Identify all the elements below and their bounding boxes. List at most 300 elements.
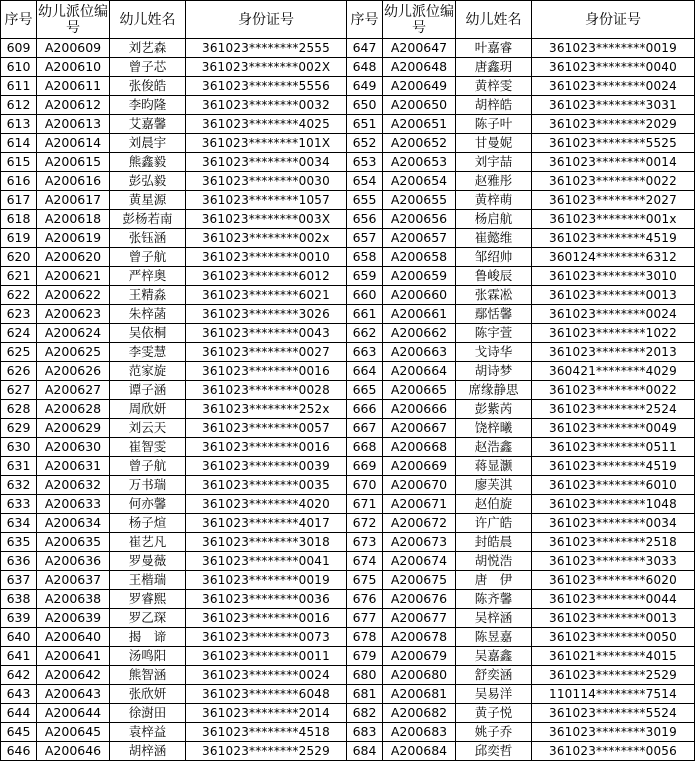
placement-no-cell: A200661 [383,305,456,324]
child-name-cell: 彭紫芮 [456,400,532,419]
id-number-cell: 361023********0022 [532,172,695,191]
placement-no-cell: A200681 [383,685,456,704]
placement-no-cell: A200666 [383,400,456,419]
id-number-cell: 361023********0024 [532,77,695,96]
child-name-cell: 谭子涵 [110,381,186,400]
table-row [1,286,695,305]
table-row [1,609,695,628]
seq-cell: 647 [347,39,383,58]
child-name-cell: 张俊皓 [110,77,186,96]
placement-no-cell: A200633 [37,495,110,514]
placement-no-cell: A200620 [37,248,110,267]
placement-no-cell: A200683 [383,723,456,742]
id-number-cell: 361023********0013 [532,286,695,305]
id-number-cell: 361023********0035 [186,476,347,495]
seq-cell: 640 [1,628,37,647]
child-name-cell: 唐鑫玥 [456,58,532,77]
id-number-cell: 361023********0022 [532,381,695,400]
placement-no-cell: A200638 [37,590,110,609]
id-number-cell: 361023********2029 [532,115,695,134]
id-number-cell: 361023********3010 [532,267,695,286]
placement-no-cell: A200628 [37,400,110,419]
id-number-cell: 361023********6021 [186,286,347,305]
table-row [1,552,695,571]
id-number-cell: 361023********0036 [186,590,347,609]
seq-cell: 673 [347,533,383,552]
child-name-cell: 赵伯旋 [456,495,532,514]
child-name-cell: 熊智涵 [110,666,186,685]
placement-no-cell: A200649 [383,77,456,96]
placement-no-cell: A200631 [37,457,110,476]
id-number-cell: 361023********001x [532,210,695,229]
id-number-cell: 361023********0049 [532,419,695,438]
child-name-cell: 胡梓皓 [456,96,532,115]
child-name-cell: 鄢恬馨 [456,305,532,324]
placement-no-cell: A200659 [383,267,456,286]
id-number-cell: 361023********0016 [186,362,347,381]
placement-no-cell: A200664 [383,362,456,381]
child-name-cell: 刘云天 [110,419,186,438]
child-name-cell: 汤鸣阳 [110,647,186,666]
placement-no-cell: A200637 [37,571,110,590]
child-name-cell: 曾子芯 [110,58,186,77]
header-placement-no: 幼儿派位编号 [383,1,456,39]
id-number-cell: 361023********0057 [186,419,347,438]
placement-no-cell: A200654 [383,172,456,191]
child-name-cell: 封皓晨 [456,533,532,552]
seq-cell: 670 [347,476,383,495]
seq-cell: 684 [347,742,383,761]
id-number-cell: 361023********0027 [186,343,347,362]
id-number-cell: 361023********5525 [532,134,695,153]
id-number-cell: 361023********6020 [532,571,695,590]
header-id-number: 身份证号 [532,1,695,39]
seq-cell: 634 [1,514,37,533]
child-name-cell: 陈宇萱 [456,324,532,343]
seq-cell: 609 [1,39,37,58]
seq-cell: 679 [347,647,383,666]
child-name-cell: 邱奕哲 [456,742,532,761]
child-name-cell: 严梓奥 [110,267,186,286]
child-name-cell: 赵浩鑫 [456,438,532,457]
child-name-cell: 王楷瑞 [110,571,186,590]
id-number-cell: 361023********2518 [532,533,695,552]
id-number-cell: 361023********4020 [186,495,347,514]
placement-no-cell: A200636 [37,552,110,571]
seq-cell: 641 [1,647,37,666]
child-name-cell: 徐澍田 [110,704,186,723]
seq-cell: 632 [1,476,37,495]
table-row [1,685,695,704]
placement-no-cell: A200629 [37,419,110,438]
seq-cell: 616 [1,172,37,191]
child-name-cell: 曾子航 [110,248,186,267]
placement-no-cell: A200647 [383,39,456,58]
id-number-cell: 361023********3033 [532,552,695,571]
table-row [1,400,695,419]
seq-cell: 617 [1,191,37,210]
seq-cell: 636 [1,552,37,571]
id-number-cell: 361023********2524 [532,400,695,419]
placement-no-cell: A200622 [37,286,110,305]
header-child-name: 幼儿姓名 [110,1,186,39]
seq-cell: 648 [347,58,383,77]
child-name-cell: 万书瑞 [110,476,186,495]
table-row [1,647,695,666]
seq-cell: 678 [347,628,383,647]
table-row [1,571,695,590]
placement-no-cell: A200609 [37,39,110,58]
seq-cell: 622 [1,286,37,305]
placement-no-cell: A200668 [383,438,456,457]
seq-cell: 619 [1,229,37,248]
id-number-cell: 361023********252x [186,400,347,419]
table-row [1,210,695,229]
placement-no-cell: A200653 [383,153,456,172]
id-number-cell: 361023********0016 [186,609,347,628]
seq-cell: 663 [347,343,383,362]
id-number-cell: 361023********2014 [186,704,347,723]
id-number-cell: 361023********1022 [532,324,695,343]
table-row [1,590,695,609]
child-name-cell: 甘曼妮 [456,134,532,153]
id-number-cell: 361023********5556 [186,77,347,96]
placement-no-cell: A200651 [383,115,456,134]
id-number-cell: 361023********0041 [186,552,347,571]
table-row [1,704,695,723]
child-name-cell: 李昀隆 [110,96,186,115]
placement-no-cell: A200625 [37,343,110,362]
placement-no-cell: A200658 [383,248,456,267]
seq-cell: 645 [1,723,37,742]
placement-no-cell: A200655 [383,191,456,210]
table-row [1,533,695,552]
seq-cell: 629 [1,419,37,438]
seq-cell: 630 [1,438,37,457]
child-name-cell: 张钰涵 [110,229,186,248]
placement-no-cell: A200678 [383,628,456,647]
id-number-cell: 361023********2555 [186,39,347,58]
child-name-cell: 许广皓 [456,514,532,533]
table-row [1,666,695,685]
seq-cell: 627 [1,381,37,400]
placement-no-cell: A200645 [37,723,110,742]
table-row [1,96,695,115]
seq-cell: 657 [347,229,383,248]
placement-no-cell: A200614 [37,134,110,153]
placement-no-cell: A200670 [383,476,456,495]
child-name-cell: 席缘静思 [456,381,532,400]
id-number-cell: 361023********3018 [186,533,347,552]
header-seq: 序号 [1,1,37,39]
id-number-cell: 361023********2529 [186,742,347,761]
seq-cell: 661 [347,305,383,324]
child-name-cell: 熊鑫毅 [110,153,186,172]
child-name-cell: 陈齐馨 [456,590,532,609]
seq-cell: 646 [1,742,37,761]
id-number-cell: 361023********002x [186,229,347,248]
seq-cell: 611 [1,77,37,96]
placement-no-cell: A200656 [383,210,456,229]
table-row [1,248,695,267]
seq-cell: 643 [1,685,37,704]
seq-cell: 666 [347,400,383,419]
placement-no-cell: A200621 [37,267,110,286]
placement-no-cell: A200646 [37,742,110,761]
seq-cell: 613 [1,115,37,134]
seq-cell: 656 [347,210,383,229]
placement-no-cell: A200635 [37,533,110,552]
placement-no-cell: A200682 [383,704,456,723]
id-number-cell: 361023********4519 [532,457,695,476]
placement-no-cell: A200612 [37,96,110,115]
placement-no-cell: A200669 [383,457,456,476]
seq-cell: 683 [347,723,383,742]
seq-cell: 644 [1,704,37,723]
id-number-cell: 361023********6010 [532,476,695,495]
child-name-cell: 黄星源 [110,191,186,210]
placement-no-cell: A200642 [37,666,110,685]
placement-no-cell: A200663 [383,343,456,362]
id-number-cell: 361023********0013 [532,609,695,628]
table-row [1,628,695,647]
placement-no-cell: A200650 [383,96,456,115]
seq-cell: 652 [347,134,383,153]
placement-no-cell: A200662 [383,324,456,343]
child-name-cell: 黄梓萌 [456,191,532,210]
child-name-cell: 邹绍帅 [456,248,532,267]
child-name-cell: 吴易洋 [456,685,532,704]
table-row [1,153,695,172]
id-number-cell: 361023********4519 [532,229,695,248]
id-number-cell: 110114********7514 [532,685,695,704]
child-name-cell: 罗乙琛 [110,609,186,628]
seq-cell: 667 [347,419,383,438]
child-name-cell: 曾子航 [110,457,186,476]
id-number-cell: 361023********0024 [186,666,347,685]
child-name-cell: 罗曼薇 [110,552,186,571]
child-name-cell: 周欣妍 [110,400,186,419]
child-name-cell: 崔艺凡 [110,533,186,552]
child-name-cell: 黄子悦 [456,704,532,723]
placement-no-cell: A200673 [383,533,456,552]
id-number-cell: 361023********1048 [532,495,695,514]
seq-cell: 653 [347,153,383,172]
seq-cell: 626 [1,362,37,381]
seq-cell: 624 [1,324,37,343]
placement-no-cell: A200674 [383,552,456,571]
placement-no-cell: A200632 [37,476,110,495]
id-number-cell: 360421********4029 [532,362,695,381]
child-name-cell: 朱梓菡 [110,305,186,324]
seq-cell: 662 [347,324,383,343]
seq-cell: 676 [347,590,383,609]
child-name-cell: 黄梓雯 [456,77,532,96]
child-name-cell: 姚子乔 [456,723,532,742]
seq-cell: 671 [347,495,383,514]
table-row [1,39,695,58]
id-number-cell: 361023********0073 [186,628,347,647]
id-number-cell: 361023********4025 [186,115,347,134]
seq-cell: 655 [347,191,383,210]
id-number-cell: 361023********003X [186,210,347,229]
child-name-cell: 刘宇喆 [456,153,532,172]
table-row [1,742,695,761]
seq-cell: 651 [347,115,383,134]
placement-no-cell: A200616 [37,172,110,191]
child-name-cell: 饶梓曦 [456,419,532,438]
seq-cell: 618 [1,210,37,229]
child-name-cell: 刘晨宇 [110,134,186,153]
placement-no-cell: A200639 [37,609,110,628]
seq-cell: 625 [1,343,37,362]
table-row [1,438,695,457]
table-row [1,77,695,96]
child-name-cell: 蒋显灏 [456,457,532,476]
id-number-cell: 361023********5524 [532,704,695,723]
placement-no-cell: A200641 [37,647,110,666]
seq-cell: 674 [347,552,383,571]
header-id-number: 身份证号 [186,1,347,39]
child-name-cell: 张霖凇 [456,286,532,305]
id-number-cell: 361023********0028 [186,381,347,400]
placement-no-cell: A200626 [37,362,110,381]
id-number-cell: 361023********6048 [186,685,347,704]
placement-no-cell: A200677 [383,609,456,628]
table-row [1,495,695,514]
child-name-cell: 彭弘毅 [110,172,186,191]
placement-no-cell: A200657 [383,229,456,248]
child-name-cell: 艾嘉馨 [110,115,186,134]
seq-cell: 650 [347,96,383,115]
placement-no-cell: A200613 [37,115,110,134]
header-seq: 序号 [347,1,383,39]
placement-no-cell: A200618 [37,210,110,229]
child-name-cell: 唐 伊 [456,571,532,590]
child-name-cell: 叶嘉睿 [456,39,532,58]
id-number-cell: 361023********6012 [186,267,347,286]
id-number-cell: 360124********6312 [532,248,695,267]
placement-no-cell: A200680 [383,666,456,685]
placement-no-cell: A200619 [37,229,110,248]
id-number-cell: 361023********3026 [186,305,347,324]
seq-cell: 623 [1,305,37,324]
seq-cell: 649 [347,77,383,96]
child-name-cell: 何亦馨 [110,495,186,514]
child-name-cell: 吴依桐 [110,324,186,343]
seq-cell: 659 [347,267,383,286]
child-name-cell: 彭杨若南 [110,210,186,229]
seq-cell: 614 [1,134,37,153]
placement-no-cell: A200676 [383,590,456,609]
placement-no-cell: A200684 [383,742,456,761]
table-row [1,191,695,210]
table-row [1,115,695,134]
id-number-cell: 361023********0019 [532,39,695,58]
child-name-cell: 鲁峻辰 [456,267,532,286]
child-name-cell: 李雯慧 [110,343,186,362]
id-number-cell: 361023********0014 [532,153,695,172]
seq-cell: 635 [1,533,37,552]
child-name-cell: 罗睿熙 [110,590,186,609]
placement-no-cell: A200623 [37,305,110,324]
child-name-cell: 杨启航 [456,210,532,229]
child-name-cell: 王精淼 [110,286,186,305]
id-number-cell: 361023********1057 [186,191,347,210]
placement-no-cell: A200617 [37,191,110,210]
id-number-cell: 361023********2027 [532,191,695,210]
roster-body [1,39,695,761]
child-name-cell: 陈子叶 [456,115,532,134]
id-number-cell: 361023********4017 [186,514,347,533]
child-name-cell: 胡悦浩 [456,552,532,571]
id-number-cell: 361023********0511 [532,438,695,457]
seq-cell: 668 [347,438,383,457]
placement-no-cell: A200679 [383,647,456,666]
seq-cell: 642 [1,666,37,685]
child-name-cell: 胡诗梦 [456,362,532,381]
placement-no-cell: A200624 [37,324,110,343]
placement-no-cell: A200630 [37,438,110,457]
child-name-cell: 陈昱嘉 [456,628,532,647]
id-number-cell: 361023********0032 [186,96,347,115]
table-row [1,419,695,438]
placement-no-cell: A200615 [37,153,110,172]
child-name-cell: 袁梓益 [110,723,186,742]
seq-cell: 660 [347,286,383,305]
seq-cell: 664 [347,362,383,381]
seq-cell: 682 [347,704,383,723]
seq-cell: 615 [1,153,37,172]
placement-no-cell: A200652 [383,134,456,153]
header-child-name: 幼儿姓名 [456,1,532,39]
seq-cell: 680 [347,666,383,685]
table-row [1,362,695,381]
child-name-cell: 刘艺森 [110,39,186,58]
table-row [1,457,695,476]
id-number-cell: 361023********0016 [186,438,347,457]
id-number-cell: 361023********3031 [532,96,695,115]
seq-cell: 621 [1,267,37,286]
seq-cell: 612 [1,96,37,115]
id-number-cell: 361023********0011 [186,647,347,666]
id-number-cell: 361023********0040 [532,58,695,77]
seq-cell: 637 [1,571,37,590]
placement-no-cell: A200671 [383,495,456,514]
id-number-cell: 361023********2013 [532,343,695,362]
table-row [1,343,695,362]
seq-cell: 658 [347,248,383,267]
placement-no-cell: A200675 [383,571,456,590]
child-name-cell: 杨子煊 [110,514,186,533]
child-name-cell: 崔懿维 [456,229,532,248]
id-number-cell: 361023********0024 [532,305,695,324]
seq-cell: 675 [347,571,383,590]
seq-cell: 665 [347,381,383,400]
child-name-cell: 范家旋 [110,362,186,381]
id-number-cell: 361023********0034 [532,514,695,533]
seq-cell: 620 [1,248,37,267]
id-number-cell: 361023********002X [186,58,347,77]
child-name-cell: 舒奕涵 [456,666,532,685]
seq-cell: 681 [347,685,383,704]
header-placement-no: 幼儿派位编号 [37,1,110,39]
id-number-cell: 361023********101X [186,134,347,153]
seq-cell: 672 [347,514,383,533]
table-row [1,381,695,400]
seq-cell: 638 [1,590,37,609]
seq-cell: 639 [1,609,37,628]
